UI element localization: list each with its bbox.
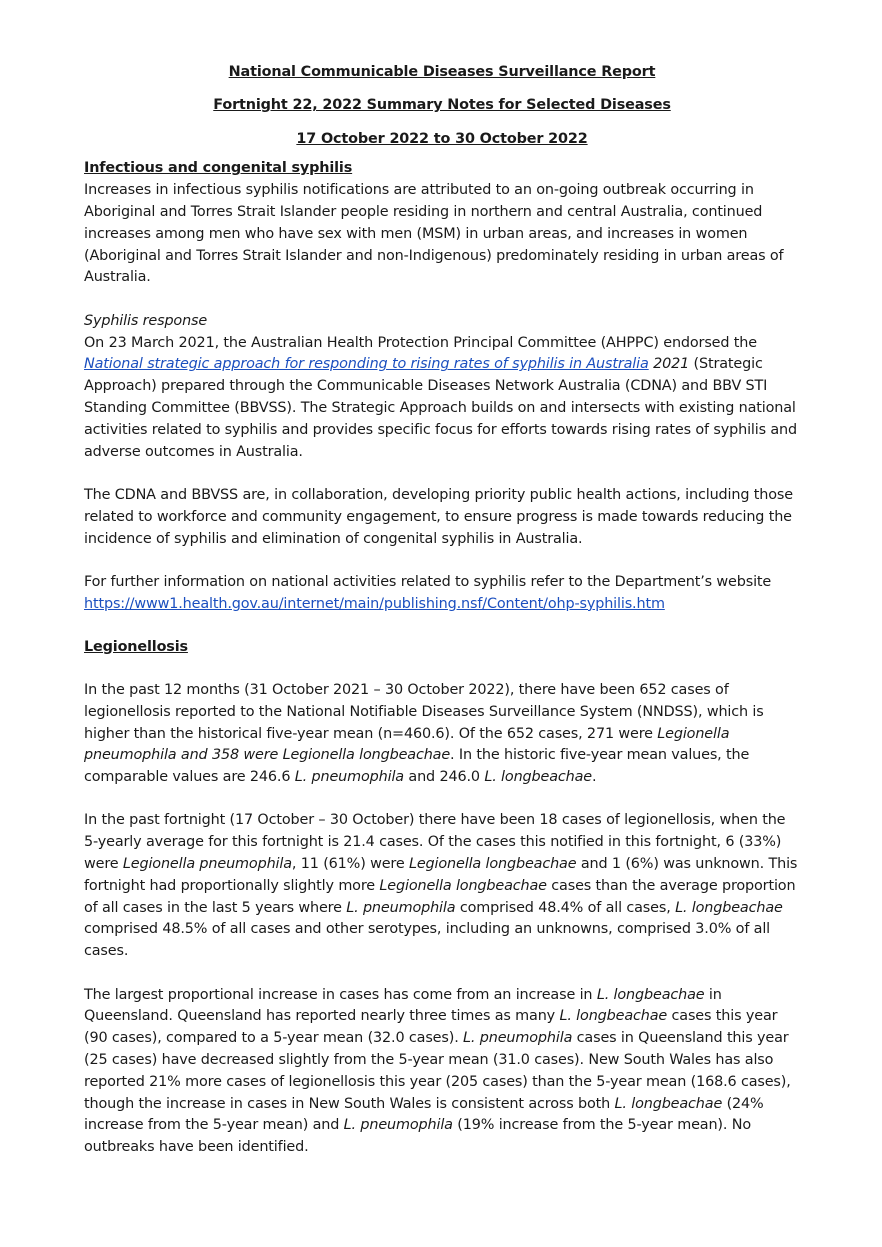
species-text: L. longbeachae	[614, 1095, 723, 1112]
legionellosis-heading: Legionellosis	[84, 638, 188, 655]
species-text: L. pneumophila	[463, 1030, 573, 1047]
species-text: Legionella pneumophila and 358 were Legionella longbeachae	[84, 725, 730, 764]
species-text: Legionella pneumophila	[122, 856, 292, 873]
species-text: L. pneumophila	[346, 899, 456, 916]
department-website-link[interactable]: https://www1.health.gov.au/internet/main/publishing.nsf/Content/ohp-syphilis.htm	[84, 595, 665, 612]
species-text: Legionella longbeachae	[408, 856, 577, 873]
text-span: (Strategic Approach) prepared through the Communicable Diseases Network Australia (CDNA) and BBV STI Standing Committee (BBVSS). The Strategic Approach builds on and intersects with existing national activities related to syphilis and provides specific focus for efforts towards rising rates of syphilis and adverse outcomes in Australia.	[84, 356, 798, 460]
text-span: and 246.0	[403, 769, 485, 786]
syphilis-response-heading: Syphilis response	[84, 312, 208, 329]
text-span: In the past fortnight (17 October – 30 October) there have been 18 cases of legionellosis, when the 5-yearly average for this fortnight is 21.4 cases. Of the cases this notified in this fortnight, 6 (33%) were	[84, 812, 786, 873]
species-text: L. longbeachae	[675, 899, 783, 916]
legionellosis-paragraph-1	[84, 680, 800, 789]
text-span: (24% increase from the 5-year mean) and	[84, 1095, 764, 1134]
text-span: in Queensland. Queensland has reported nearly three times as many	[84, 986, 722, 1025]
text-span: cases in Queensland this year (25 cases) have decreased slightly from the 5-year mean (31.0 cases). New South Wales has also reported 21% more cases of legionellosis this year (205 cases) than the 5-year mean (168.6 cases), though the increase in cases in New South Wales is consistent across both	[84, 1030, 791, 1112]
text-span: .	[591, 769, 597, 786]
report-subtitle: Fortnight 22, 2022 Summary Notes for Selected Diseases	[213, 97, 671, 114]
document-page	[84, 62, 800, 1159]
species-text: L. longbeachae	[596, 986, 705, 1003]
species-text: L. pneumophila	[343, 1117, 453, 1134]
text-span: , 11 (61%) were	[291, 856, 409, 873]
year-text: 2021	[648, 356, 690, 373]
text-span: In the past 12 months (31 October 2021 – 30 October 2022), there have been 652 cases of legionellosis reported to the National Notifiable Diseases Surveillance System (NNDSS), which is higher than the historical five-year mean (n=460.6). Of the 652 cases, 271 were	[84, 681, 764, 742]
syphilis-paragraph: Increases in infectious syphilis notifications are attributed to an on-going outbreak occurring in Aboriginal and Torres Strait Islander people residing in northern and central Australia, continued increases among men who have sex with men (MSM) in urban areas, and increases in women (Aboriginal and Torres Strait Islander and non-Indigenous) predominately residing in urban areas of Australia.	[84, 182, 784, 286]
text-span: (19% increase from the 5-year mean). No outbreaks have been identified.	[84, 1117, 752, 1156]
department-website-paragraph	[84, 594, 800, 616]
species-text: L. longbeachae	[484, 769, 592, 786]
text-span: . In the historic five-year mean values, the comparable values are 246.6	[84, 747, 750, 786]
text-span: cases this year (90 cases), compared to a 5-year mean (32.0 cases).	[84, 1008, 778, 1047]
species-text: L. longbeachae	[559, 1008, 668, 1025]
text-span: The largest proportional increase in cases has come from an increase in	[84, 986, 597, 1003]
report-title: National Communicable Diseases Surveillance Report	[228, 64, 656, 80]
legionellosis-paragraph-3	[84, 985, 800, 1159]
legionellosis-paragraph-2	[84, 810, 800, 963]
species-text: L. pneumophila	[294, 769, 404, 786]
text-span: comprised 48.4% of all cases,	[455, 899, 676, 916]
text-span: On 23 March 2021, the Australian Health Protection Principal Committee (AHPPC) endorsed the	[84, 334, 757, 351]
strategic-approach-link[interactable]: National strategic approach for responding to rising rates of syphilis in Australia	[84, 356, 649, 373]
text-span: cases than the average proportion of all cases in the last 5 years where	[84, 877, 796, 916]
text-span: and 1 (6%) was unknown. This fortnight had proportionally slightly more	[84, 856, 798, 894]
text-span: comprised 48.5% of all cases and other serotypes, including an unknowns, comprised 3.0% of all cases.	[84, 921, 771, 960]
species-text: Legionella longbeachae	[379, 877, 547, 894]
report-date-range: 17 October 2022 to 30 October 2022	[296, 130, 588, 147]
syphilis-heading: Infectious and congenital syphilis	[84, 160, 353, 177]
syphilis-response-paragraph	[84, 333, 800, 464]
further-info-paragraph: For further information on national activities related to syphilis refer to the Department’s website	[84, 573, 772, 590]
cdna-paragraph: The CDNA and BBVSS are, in collaboration, developing priority public health actions, including those related to workforce and community engagement, to ensure progress is made towards reducing the incidence of syphilis and elimination of congenital syphilis in Australia.	[84, 486, 793, 547]
